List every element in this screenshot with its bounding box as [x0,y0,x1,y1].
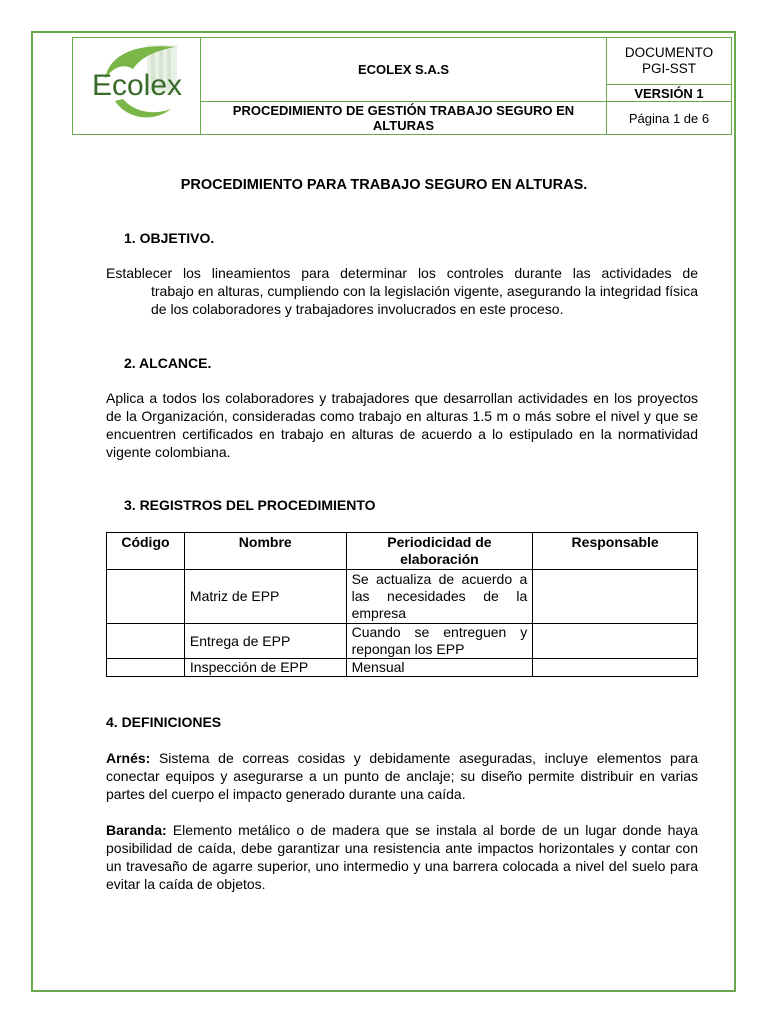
document-header [72,37,732,135]
definition-railing [106,821,698,893]
version: VERSIÓN 1 [607,85,732,102]
page-title: PROCEDIMIENTO PARA TRABAJO SEGURO EN ALTURAS. [180,177,588,193]
records-heading: 3. REGISTROS DEL PROCEDIMIENTO [124,497,376,513]
definition-term: Arnés: [106,750,151,766]
table-cell: Matriz de EPP [184,570,346,624]
definition-term: Baranda: [106,822,167,838]
column-header: Código [107,533,185,570]
table-header-row [107,533,698,570]
table-cell: Inspección de EPP [184,659,346,677]
table-cell [107,570,185,624]
table-cell: Mensual [346,659,533,677]
logo-cell [73,38,201,135]
definition-text: Elemento metálico o de madera que se instala al borde de un lugar donde haya posibilidad de caída, debe garantizar una resistencia ante impactos horizontales y contar con un travesaño de agarre superior, uno intermedio y una barrera colocada a nivel del suelo para evitar la caída de objetos. [106,822,698,892]
column-header: Nombre [184,533,346,570]
table-cell [533,659,698,677]
document-code: PGI-SST [641,61,696,76]
table-row [107,659,698,677]
column-header: Responsable [533,533,698,570]
objective-heading: 1. OBJETIVO. [124,230,215,246]
table-cell [533,570,698,624]
table-cell [107,624,185,659]
scope-heading: 2. ALCANCE. [124,355,212,371]
table-cell [107,659,185,677]
table-cell [533,624,698,659]
procedure-title: PROCEDIMIENTO DE GESTIÓN TRABAJO SEGURO EN ALTURAS [201,102,607,135]
logo-text: Ecolex [91,68,182,102]
objective-text: trabajo en alturas, cumpliendo con la legislación vigente, asegurando la integridad física de los colaboradores y trabajadores involucrados en este proceso. [151,283,698,317]
definition-harness [106,749,698,803]
page-number: Página 1 de 6 [607,102,732,135]
ecolex-logo [75,39,199,131]
definitions-heading: 4. DEFINICIONES [106,714,222,730]
document-label: DOCUMENTO [624,45,714,60]
document-code-cell [607,38,732,85]
objective-text-first-line: Establecer los lineamientos para determinar los controles durante las actividades de [106,265,698,281]
table-row [107,570,698,624]
table-row [107,624,698,659]
table-cell: Cuando se entreguen y repongan los EPP [346,624,533,659]
company-name: ECOLEX S.A.S [201,38,607,102]
column-header: Periodicidad de elaboración [346,533,533,570]
table-cell: Se actualiza de acuerdo a las necesidades de la empresa [346,570,533,624]
definition-text: Sistema de correas cosidas y debidamente aseguradas, incluye elementos para conectar equipos y asegurarse a un punto de anclaje; su diseño permite distribuir en varias partes del cuerpo el impacto generado durante una caída. [106,750,698,802]
scope-text: Aplica a todos los colaboradores y trabajadores que desarrollan actividades en los proyectos de la Organización, consideradas como trabajo en alturas 1.5 m o más sobre el nivel y que se encuentren certificados en trabajo en alturas de acuerdo a lo estipulado en la normatividad vigente colombiana. [106,390,698,460]
records-table [106,532,698,677]
table-cell: Entrega de EPP [184,624,346,659]
